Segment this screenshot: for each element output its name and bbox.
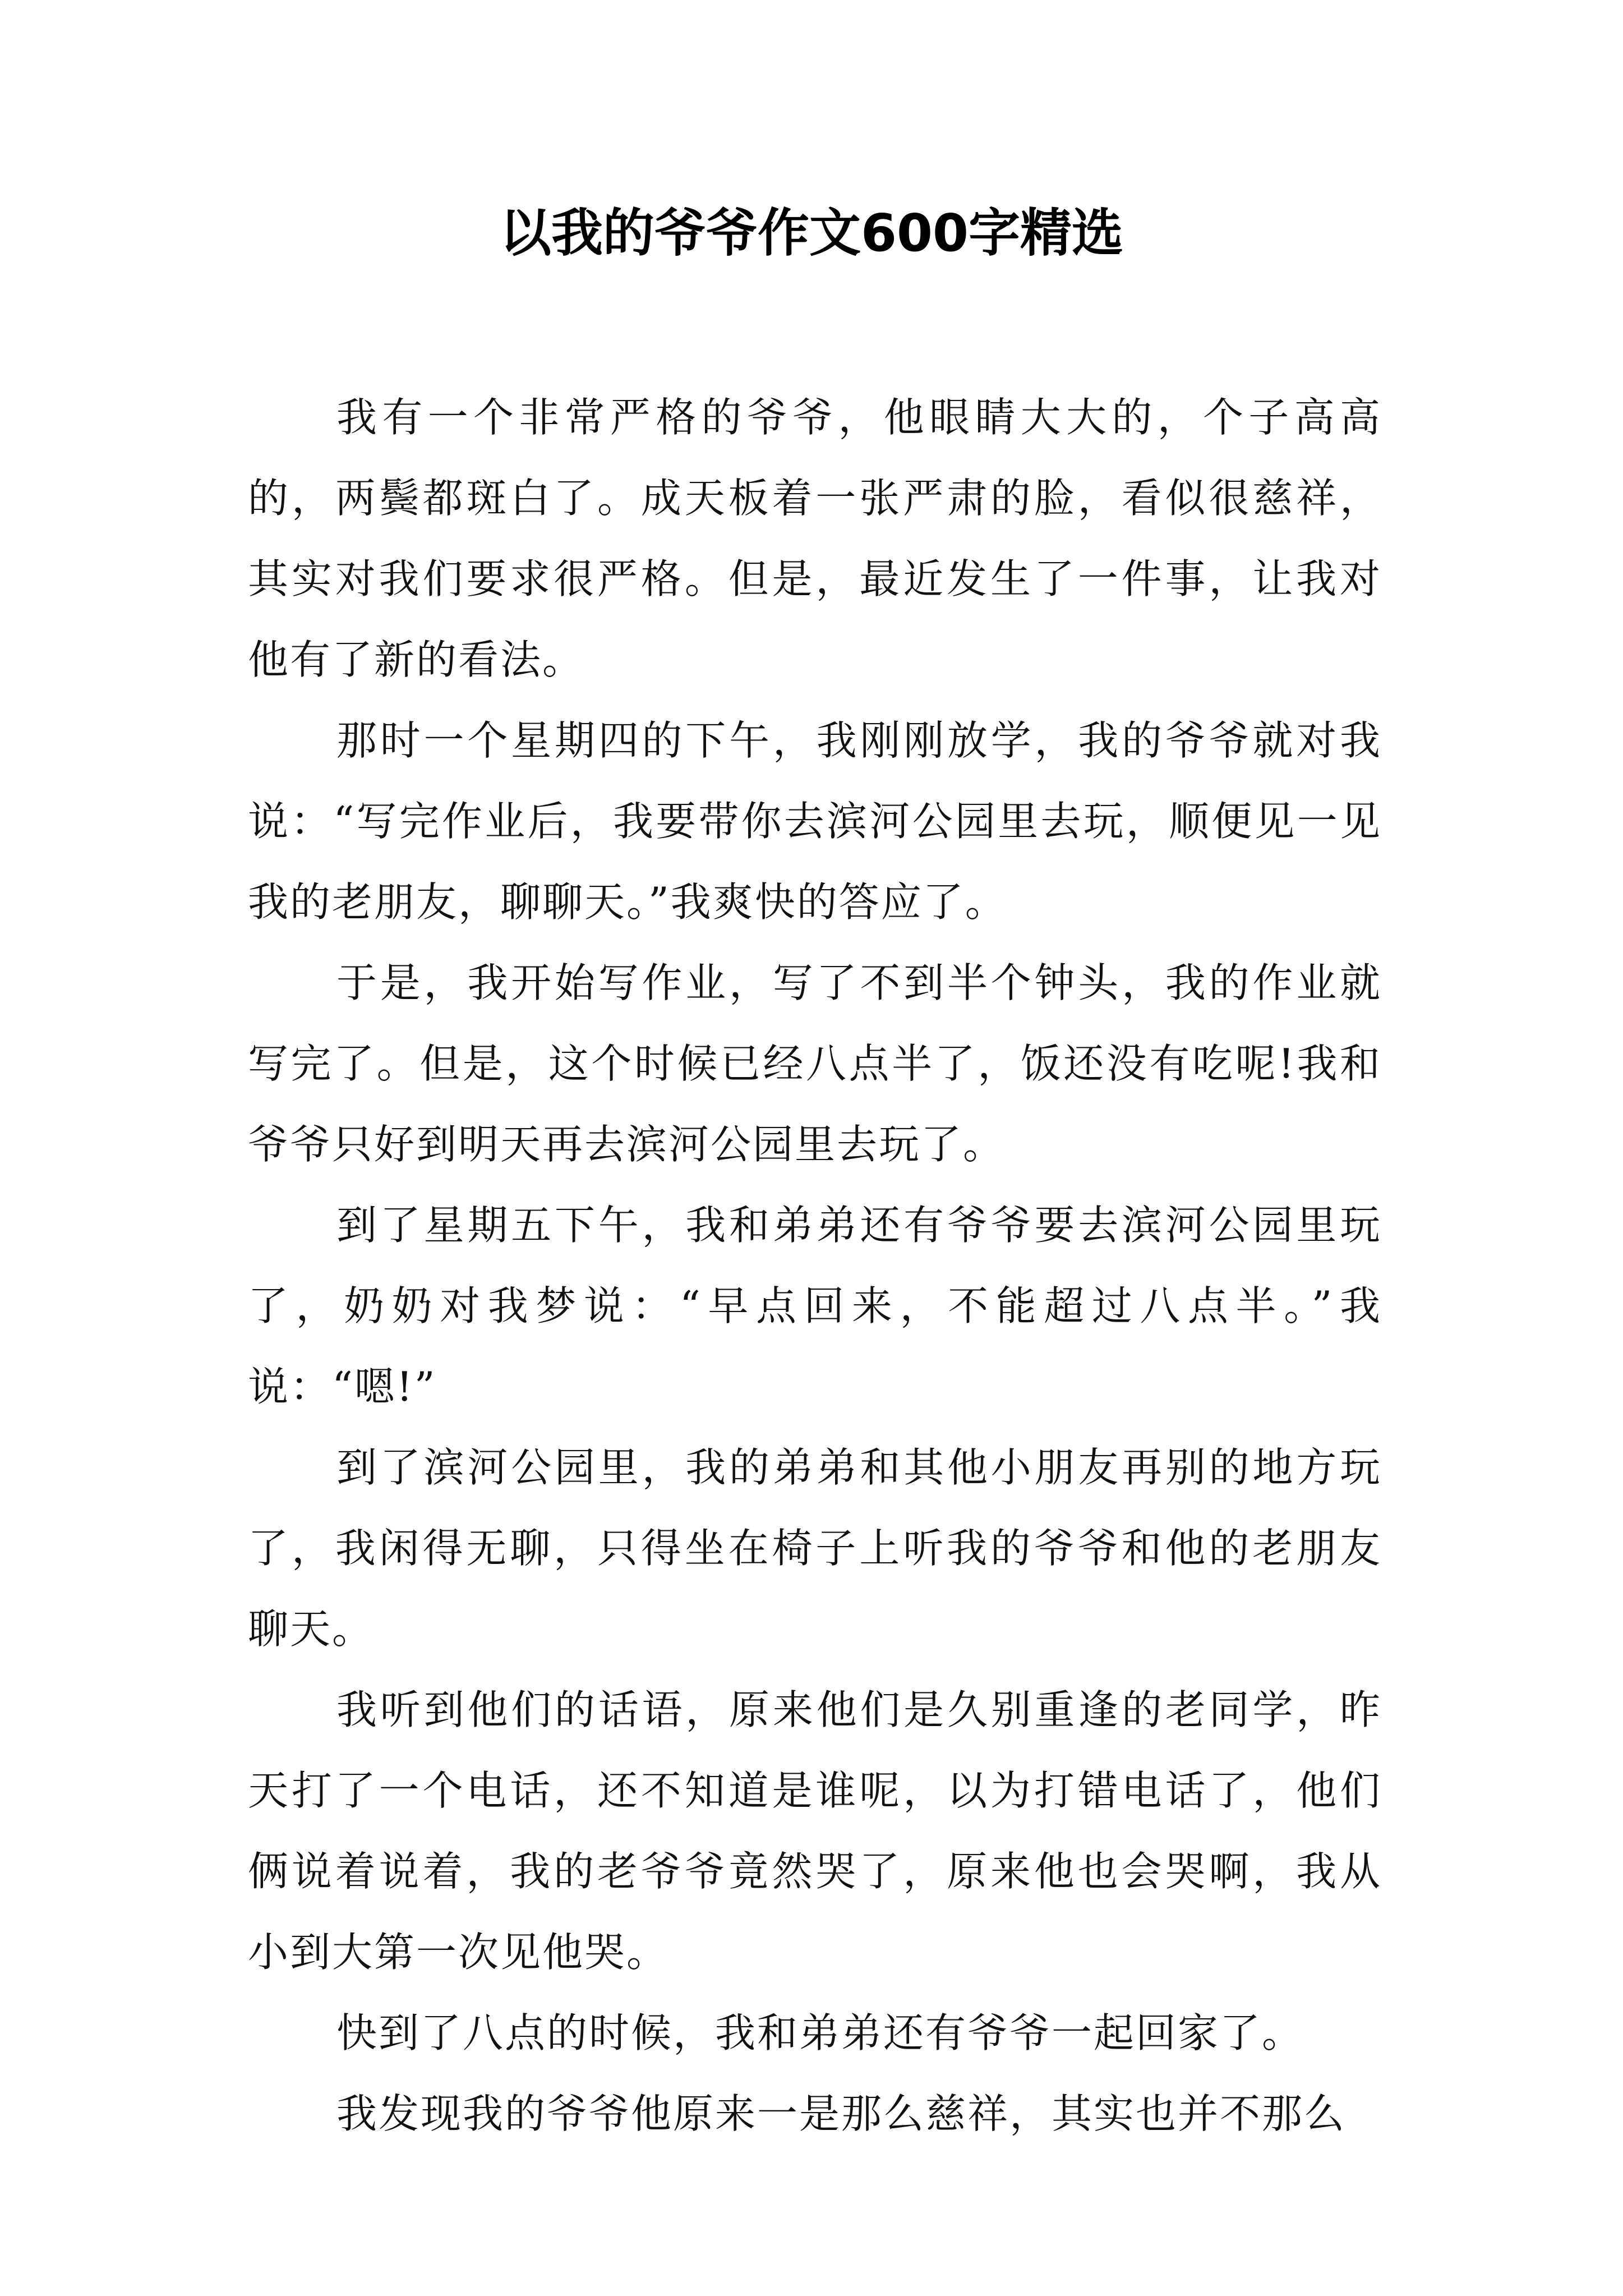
paragraph: 到了滨河公园里，我的弟弟和其他小朋友再别的地方玩了，我闲得无聊，只得坐在椅子上听我的爷爷和他的老朋友聊天。 — [248, 1444, 1382, 1653]
paragraph: 到了星期五下午，我和弟弟还有爷爷要去滨河公园里玩了，奶奶对我梦说：“早点回来，不能超过八点半。”我说：“嗯!” — [248, 1202, 1382, 1410]
paragraph: 我听到他们的话语，原来他们是久别重逢的老同学，昨天打了一个电话，还不知道是谁呢，以为打错电话了，他们俩说着说着，我的老爷爷竟然哭了，原来他也会哭啊，我从小到大第一次见他哭。 — [248, 1686, 1382, 1976]
paragraph: 我有一个非常严格的爷爷，他眼睛大大的，个子高高的，两鬓都斑白了。成天板着一张严肃的脸，看似很慈祥，其实对我们要求很严格。但是，最近发生了一件事，让我对他有了新的看法。 — [248, 394, 1382, 683]
paragraph: 那时一个星期四的下午，我刚刚放学，我的爷爷就对我说：“写完作业后，我要带你去滨河公园里去玩，顺便见一见我的老朋友，聊聊天。”我爽快的答应了。 — [248, 717, 1382, 926]
paragraph: 快到了八点的时候，我和弟弟还有爷爷一起回家了。 — [336, 2009, 1304, 2056]
paragraph: 于是，我开始写作业，写了不到半个钟头，我的作业就写完了。但是，这个时候已经八点半了，饭还没有吃呢!我和爷爷只好到明天再去滨河公园里去玩了。 — [248, 959, 1382, 1168]
document-body — [248, 377, 1382, 2154]
document-title: 以我的爷爷作文600字精选 — [499, 203, 1124, 263]
paragraph: 我发现我的爷爷他原来一是那么慈祥，其实也并不那么 — [336, 2090, 1347, 2137]
